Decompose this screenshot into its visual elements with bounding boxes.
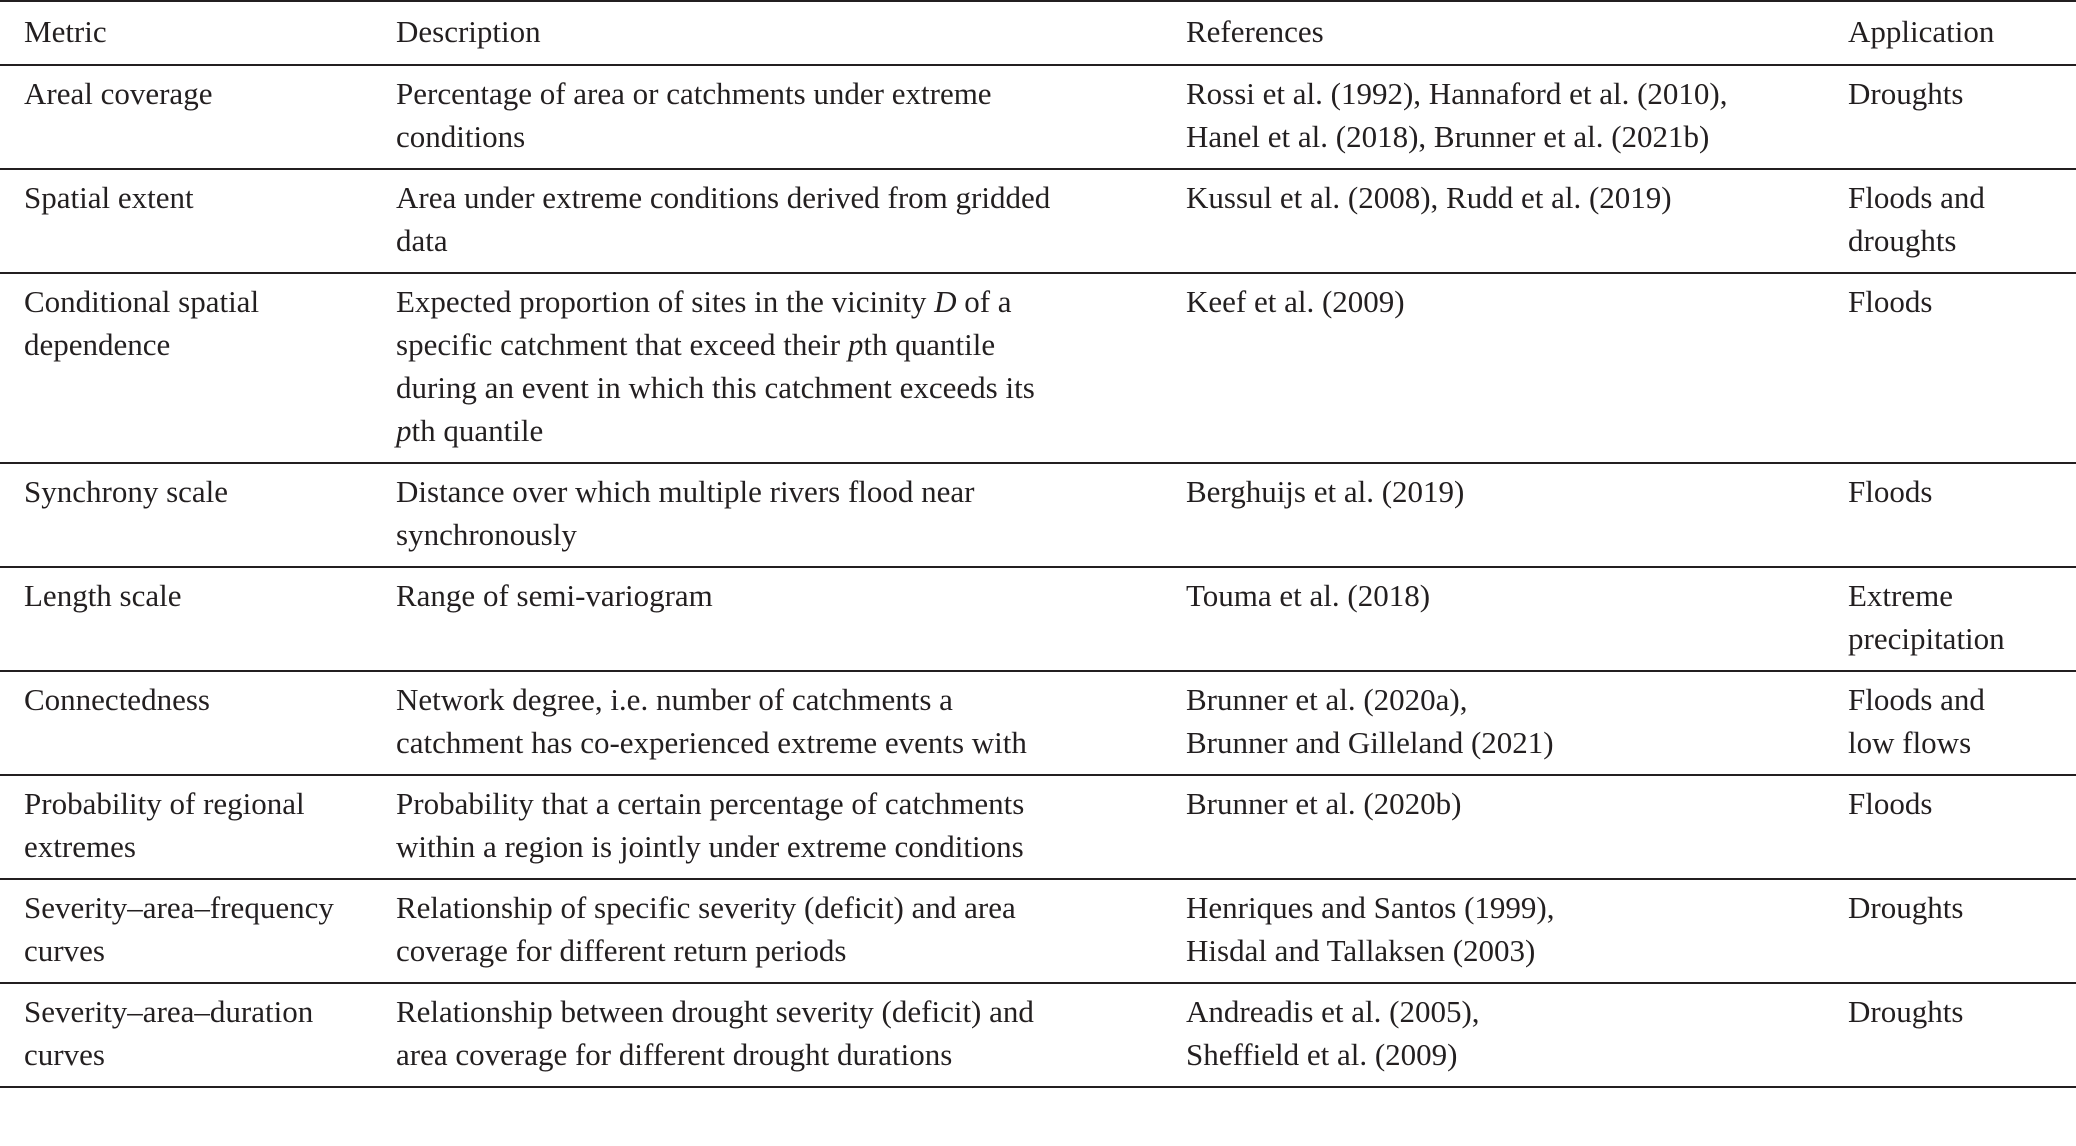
description-line: during an event in which this catchment exceeds its <box>396 370 1035 405</box>
application-cell <box>1848 983 2076 1087</box>
application-cell <box>1848 567 2076 671</box>
metric-cell <box>0 775 396 879</box>
description-line <box>396 323 1186 366</box>
application-cell <box>1848 169 2076 273</box>
references-cell <box>1186 169 1848 273</box>
table-row <box>0 879 2076 983</box>
variable-d: D <box>934 284 957 319</box>
description-line <box>396 409 1186 452</box>
description-text: of a <box>956 284 1012 319</box>
description-line: within a region is jointly under extreme conditions <box>396 829 1024 864</box>
reference-line: Henriques and Santos (1999), <box>1186 890 1555 925</box>
header-description: Description <box>396 1 1186 65</box>
metric-cell <box>0 567 396 671</box>
metric-line: extremes <box>24 829 136 864</box>
description-cell <box>396 169 1186 273</box>
metric-cell <box>0 879 396 983</box>
table-row <box>0 169 2076 273</box>
metric-line: Severity–area–frequency <box>24 890 334 925</box>
metric-line: Synchrony scale <box>24 474 229 509</box>
metric-line: Probability of regional <box>24 786 305 821</box>
description-cell <box>396 671 1186 775</box>
references-cell <box>1186 567 1848 671</box>
references-cell <box>1186 671 1848 775</box>
metric-cell <box>0 463 396 567</box>
table-row <box>0 775 2076 879</box>
variable-p: p <box>396 413 412 448</box>
reference-line: Kussul et al. (2008), Rudd et al. (2019) <box>1186 180 1672 215</box>
table-row <box>0 567 2076 671</box>
description-text: specific catchment that exceed their <box>396 327 848 362</box>
description-cell <box>396 983 1186 1087</box>
application-line: Droughts <box>1848 890 1964 925</box>
application-line: precipitation <box>1848 621 2005 656</box>
description-cell <box>396 463 1186 567</box>
metric-cell <box>0 169 396 273</box>
metric-cell <box>0 273 396 463</box>
reference-line: Sheffield et al. (2009) <box>1186 1037 1458 1072</box>
table-row <box>0 671 2076 775</box>
header-references: References <box>1186 1 1848 65</box>
reference-line: Rossi et al. (1992), Hannaford et al. (2010), <box>1186 76 1728 111</box>
metric-cell <box>0 65 396 169</box>
description-line: Probability that a certain percentage of catchments <box>396 786 1025 821</box>
application-line: Droughts <box>1848 76 1964 111</box>
metric-cell <box>0 671 396 775</box>
references-cell <box>1186 775 1848 879</box>
metric-line: Spatial extent <box>24 180 194 215</box>
references-cell <box>1186 273 1848 463</box>
reference-line: Touma et al. (2018) <box>1186 578 1431 613</box>
application-cell <box>1848 879 2076 983</box>
description-text: th quantile <box>411 413 544 448</box>
references-cell <box>1186 983 1848 1087</box>
description-line: catchment has co-experienced extreme events with <box>396 725 1027 760</box>
header-application: Application <box>1848 1 2076 65</box>
description-cell <box>396 65 1186 169</box>
reference-line: Brunner et al. (2020b) <box>1186 786 1462 821</box>
description-text: th quantile <box>863 327 996 362</box>
references-cell <box>1186 65 1848 169</box>
metric-cell <box>0 983 396 1087</box>
application-line: low flows <box>1848 725 1972 760</box>
table-header-row <box>0 1 2076 65</box>
reference-line: Hanel et al. (2018), Brunner et al. (2021b) <box>1186 119 1710 154</box>
metric-line: curves <box>24 933 105 968</box>
application-line: Floods and <box>1848 682 1985 717</box>
reference-line: Keef et al. (2009) <box>1186 284 1405 319</box>
application-line: droughts <box>1848 223 1957 258</box>
reference-line: Hisdal and Tallaksen (2003) <box>1186 933 1536 968</box>
references-cell <box>1186 463 1848 567</box>
application-line: Floods and <box>1848 180 1985 215</box>
description-line: Distance over which multiple rivers flood near <box>396 474 975 509</box>
description-cell <box>396 567 1186 671</box>
description-text: Expected proportion of sites in the vicinity <box>396 284 935 319</box>
application-line: Floods <box>1848 474 1933 509</box>
application-line: Floods <box>1848 786 1933 821</box>
description-line: Relationship between drought severity (deficit) and <box>396 994 1034 1029</box>
description-line: Range of semi-variogram <box>396 578 713 613</box>
reference-line: Brunner and Gilleland (2021) <box>1186 725 1554 760</box>
metric-line: dependence <box>24 327 171 362</box>
variable-p: p <box>847 327 864 362</box>
application-cell <box>1848 65 2076 169</box>
table-row <box>0 983 2076 1087</box>
metric-line: Areal coverage <box>24 76 213 111</box>
description-line: Network degree, i.e. number of catchments a <box>396 682 953 717</box>
references-cell <box>1186 879 1848 983</box>
metric-line: curves <box>24 1037 105 1072</box>
description-line: area coverage for different drought durations <box>396 1037 953 1072</box>
description-line: synchronously <box>396 517 577 552</box>
application-cell <box>1848 775 2076 879</box>
header-metric: Metric <box>0 1 396 65</box>
table-row <box>0 273 2076 463</box>
description-line: data <box>396 223 448 258</box>
application-line: Floods <box>1848 284 1933 319</box>
application-cell <box>1848 273 2076 463</box>
metric-line: Connectedness <box>24 682 210 717</box>
metric-line: Conditional spatial <box>24 284 260 319</box>
reference-line: Brunner et al. (2020a), <box>1186 682 1468 717</box>
application-cell <box>1848 671 2076 775</box>
description-line: Area under extreme conditions derived from gridded <box>396 180 1051 215</box>
metric-line: Length scale <box>24 578 182 613</box>
table-row <box>0 463 2076 567</box>
description-line <box>396 280 1186 323</box>
description-line: Percentage of area or catchments under extreme <box>396 76 992 111</box>
description-line: conditions <box>396 119 526 154</box>
metric-line: Severity–area–duration <box>24 994 314 1029</box>
application-line: Droughts <box>1848 994 1964 1029</box>
description-cell <box>396 273 1186 463</box>
description-line: coverage for different return periods <box>396 933 847 968</box>
description-cell <box>396 879 1186 983</box>
description-cell <box>396 775 1186 879</box>
reference-line: Andreadis et al. (2005), <box>1186 994 1480 1029</box>
table-row <box>0 65 2076 169</box>
reference-line: Berghuijs et al. (2019) <box>1186 474 1465 509</box>
application-cell <box>1848 463 2076 567</box>
description-line: Relationship of specific severity (deficit) and area <box>396 890 1016 925</box>
application-line: Extreme <box>1848 578 1954 613</box>
